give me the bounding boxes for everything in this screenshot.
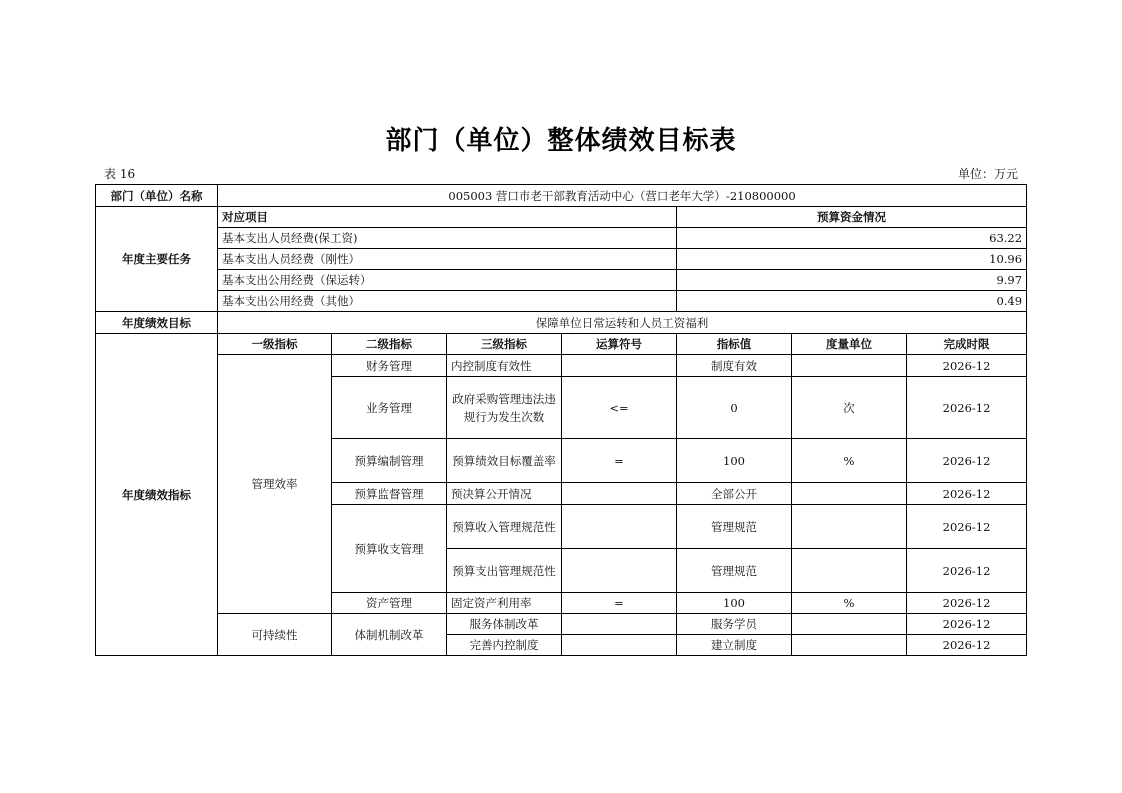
table-row: [96, 291, 1027, 312]
unit-label: 单位：万元: [957, 167, 1018, 181]
operator-cell: [562, 355, 677, 377]
goal-label: 年度绩效目标: [96, 312, 218, 334]
performance-table: [95, 184, 1027, 656]
dept-row: [96, 185, 1027, 207]
tasks-label: 年度主要任务: [96, 207, 218, 312]
task-item: 基本支出公用经费（其他）: [218, 291, 677, 312]
unit-cell: [792, 614, 907, 635]
deadline-cell: 2026-12: [907, 593, 1027, 614]
goal-row: [96, 312, 1027, 334]
value-cell: 100: [677, 439, 792, 483]
deadline-cell: 2026-12: [907, 483, 1027, 505]
level2-cell: 预算监督管理: [332, 483, 447, 505]
value-cell: 管理规范: [677, 505, 792, 549]
level2-cell: 资产管理: [332, 593, 447, 614]
header-operator: 运算符号: [562, 334, 677, 355]
value-cell: 0: [677, 377, 792, 439]
level3-cell: 完善内控制度: [447, 635, 562, 656]
indicator-header-row: [96, 334, 1027, 355]
level1-cell: 可持续性: [218, 614, 332, 656]
table-row: [96, 614, 1027, 635]
header-unit: 度量单位: [792, 334, 907, 355]
level2-cell: 预算编制管理: [332, 439, 447, 483]
level3-cell: 固定资产利用率: [447, 593, 562, 614]
tasks-header-row: [96, 207, 1027, 228]
level3-cell: 预算收入管理规范性: [447, 505, 562, 549]
unit-cell: 次: [792, 377, 907, 439]
level3-cell: 政府采购管理违法违规行为发生次数: [447, 377, 562, 439]
operator-cell: [562, 483, 677, 505]
dept-label: 部门（单位）名称: [96, 185, 218, 207]
operator-cell: [562, 614, 677, 635]
tasks-col-budget: 预算资金情况: [677, 207, 1027, 228]
operator-cell: [562, 635, 677, 656]
level3-cell: 服务体制改革: [447, 614, 562, 635]
value-cell: 制度有效: [677, 355, 792, 377]
level1-cell: 管理效率: [218, 355, 332, 614]
operator-cell: [562, 505, 677, 549]
table-number: 表 16: [104, 167, 136, 181]
deadline-cell: 2026-12: [907, 505, 1027, 549]
table-row: [96, 228, 1027, 249]
operator-cell: =: [562, 593, 677, 614]
unit-cell: [792, 549, 907, 593]
header-value: 指标值: [677, 334, 792, 355]
deadline-cell: 2026-12: [907, 614, 1027, 635]
task-item: 基本支出人员经费（刚性）: [218, 249, 677, 270]
operator-cell: [562, 549, 677, 593]
table-row: [96, 270, 1027, 291]
task-amount: 10.96: [677, 249, 1027, 270]
unit-cell: [792, 505, 907, 549]
deadline-cell: 2026-12: [907, 377, 1027, 439]
operator-cell: =: [562, 439, 677, 483]
operator-cell: <=: [562, 377, 677, 439]
task-item: 基本支出公用经费（保运转）: [218, 270, 677, 291]
task-amount: 63.22: [677, 228, 1027, 249]
unit-cell: %: [792, 593, 907, 614]
task-amount: 9.97: [677, 270, 1027, 291]
level2-cell: 预算收支管理: [332, 505, 447, 593]
header-level1: 一级指标: [218, 334, 332, 355]
table-row: [96, 355, 1027, 377]
level3-cell: 预决算公开情况: [447, 483, 562, 505]
header-level3: 三级指标: [447, 334, 562, 355]
unit-cell: [792, 483, 907, 505]
deadline-cell: 2026-12: [907, 355, 1027, 377]
level2-cell: 业务管理: [332, 377, 447, 439]
header-level2: 二级指标: [332, 334, 447, 355]
unit-cell: %: [792, 439, 907, 483]
header-deadline: 完成时限: [907, 334, 1027, 355]
deadline-cell: 2026-12: [907, 549, 1027, 593]
level2-cell: 财务管理: [332, 355, 447, 377]
value-cell: 全部公开: [677, 483, 792, 505]
value-cell: 100: [677, 593, 792, 614]
value-cell: 管理规范: [677, 549, 792, 593]
value-cell: 建立制度: [677, 635, 792, 656]
indicators-label: 年度绩效指标: [96, 334, 218, 656]
value-cell: 服务学员: [677, 614, 792, 635]
deadline-cell: 2026-12: [907, 635, 1027, 656]
task-amount: 0.49: [677, 291, 1027, 312]
level3-cell: 内控制度有效性: [447, 355, 562, 377]
table-row: [96, 249, 1027, 270]
task-item: 基本支出人员经费(保工资): [218, 228, 677, 249]
goal-value: 保障单位日常运转和人员工资福利: [218, 312, 1027, 334]
level3-cell: 预算绩效目标覆盖率: [447, 439, 562, 483]
page-title: 部门（单位）整体绩效目标表: [385, 126, 737, 156]
level3-cell: 预算支出管理规范性: [447, 549, 562, 593]
unit-cell: [792, 635, 907, 656]
tasks-col-item: 对应项目: [218, 207, 677, 228]
deadline-cell: 2026-12: [907, 439, 1027, 483]
unit-cell: [792, 355, 907, 377]
level2-cell: 体制机制改革: [332, 614, 447, 656]
dept-value: 005003 营口市老干部教育活动中心（营口老年大学）-210800000: [218, 185, 1027, 207]
